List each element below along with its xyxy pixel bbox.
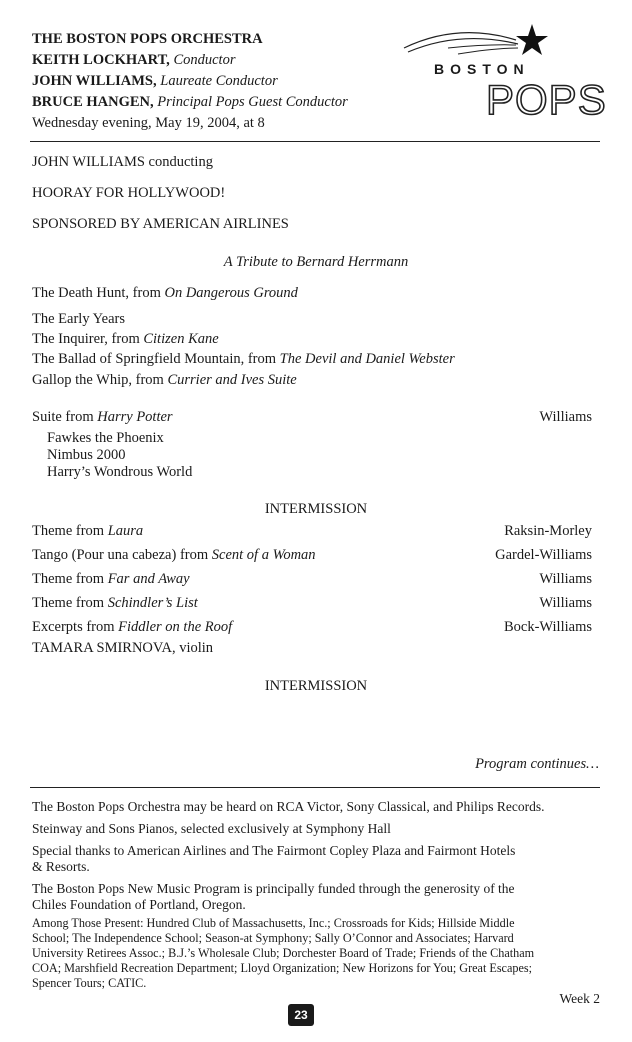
- conductor-credit: JOHN WILLIAMS conducting: [32, 154, 213, 170]
- program-item-gallop: Gallop the Whip, from Currier and Ives Suite: [32, 372, 297, 388]
- footer-thanks: Special thanks to American Airlines and The Fairmont Copley Plaza and Fairmont Hotels: [32, 843, 516, 858]
- program-title: HOORAY FOR HOLLYWOOD!: [32, 185, 226, 201]
- among-those-present-line: University Retirees Assoc.; B.J.’s Wholesale Club; Dorchester Board of Trade; Friends of the Chatham: [32, 946, 535, 960]
- composer-fiddler: Bock-Williams: [503, 619, 592, 635]
- program-item-ballad: The Ballad of Springfield Mountain, from The Devil and Daniel Webster: [32, 351, 455, 367]
- among-those-present-line: Spencer Tours; CATIC.: [32, 976, 147, 990]
- footer-records: The Boston Pops Orchestra may be heard on RCA Victor, Sony Classical, and Philips Records.: [32, 799, 545, 814]
- footer-thanks-cont: & Resorts.: [32, 859, 90, 874]
- program-item-tango: Tango (Pour una cabeza) from Scent of a Woman: [32, 547, 316, 563]
- footer-funding-cont: Chiles Foundation of Portland, Oregon.: [32, 897, 246, 912]
- concert-date: Wednesday evening, May 19, 2004, at 8: [32, 115, 265, 131]
- shooting-star-icon: [398, 18, 598, 63]
- intermission-heading: INTERMISSION: [264, 501, 368, 517]
- week-label: Week 2: [559, 991, 600, 1006]
- among-those-present-line: Among Those Present: Hundred Club of Massachusetts, Inc.; Crossroads for Kids; Hillside Middle: [32, 916, 515, 930]
- composer-far-and-away: Williams: [539, 571, 592, 587]
- among-those-present-line: COA; Marshfield Recreation Department; Lloyd Organization; New Horizons for You; Great Escapes;: [32, 961, 533, 975]
- composer-tango: Gardel-Williams: [495, 547, 592, 563]
- program-item-far-and-away: Theme from Far and Away: [32, 571, 190, 587]
- footer-funding: The Boston Pops New Music Program is principally funded through the generosity of the: [32, 881, 515, 896]
- logo-pops-text: POPS: [486, 76, 607, 123]
- suite-movement: Fawkes the Phoenix: [47, 430, 164, 446]
- conductor-line-williams: JOHN WILLIAMS, Laureate Conductor: [32, 73, 278, 89]
- boston-pops-logo: [398, 18, 607, 128]
- conductor-line-lockhart: KEITH LOCKHART, Conductor: [32, 52, 236, 68]
- footer-divider: [30, 787, 600, 788]
- suite-movement: Nimbus 2000: [47, 447, 126, 463]
- composer-schindlers-list: Williams: [539, 595, 592, 611]
- page-number-badge: 23: [288, 1004, 314, 1026]
- program-item-inquirer: The Inquirer, from Citizen Kane: [32, 331, 219, 347]
- program-item-death-hunt: The Death Hunt, from On Dangerous Ground: [32, 285, 298, 301]
- soloist-credit: TAMARA SMIRNOVA, violin: [32, 640, 214, 656]
- intermission-heading: INTERMISSION: [264, 678, 368, 694]
- program-continues: Program continues…: [475, 756, 599, 772]
- logo-boston-text: BOSTON: [434, 61, 530, 77]
- early-years-heading: The Early Years: [32, 311, 126, 327]
- orchestra-name: THE BOSTON POPS ORCHESTRA: [32, 31, 263, 47]
- program-item-fiddler: Excerpts from Fiddler on the Roof: [32, 619, 233, 635]
- header-divider: [30, 141, 600, 142]
- program-item-harry-potter-suite: Suite from Harry Potter: [32, 409, 173, 425]
- footer-pianos: Steinway and Sons Pianos, selected exclusively at Symphony Hall: [32, 821, 391, 836]
- program-item-laura: Theme from Laura: [32, 523, 144, 539]
- among-those-present-line: School; The Independence School; Season-at Symphony; Sally O’Connor and Associates; Harvard: [32, 931, 514, 945]
- composer-harry-potter: Williams: [539, 409, 592, 425]
- conductor-line-hangen: BRUCE HANGEN, Principal Pops Guest Conductor: [32, 94, 348, 110]
- suite-movement: Harry’s Wondrous World: [47, 464, 193, 480]
- composer-laura: Raksin-Morley: [504, 523, 592, 539]
- program-item-schindlers-list: Theme from Schindler’s List: [32, 595, 198, 611]
- tribute-heading: A Tribute to Bernard Herrmann: [223, 254, 409, 270]
- sponsor-line: SPONSORED BY AMERICAN AIRLINES: [32, 216, 289, 232]
